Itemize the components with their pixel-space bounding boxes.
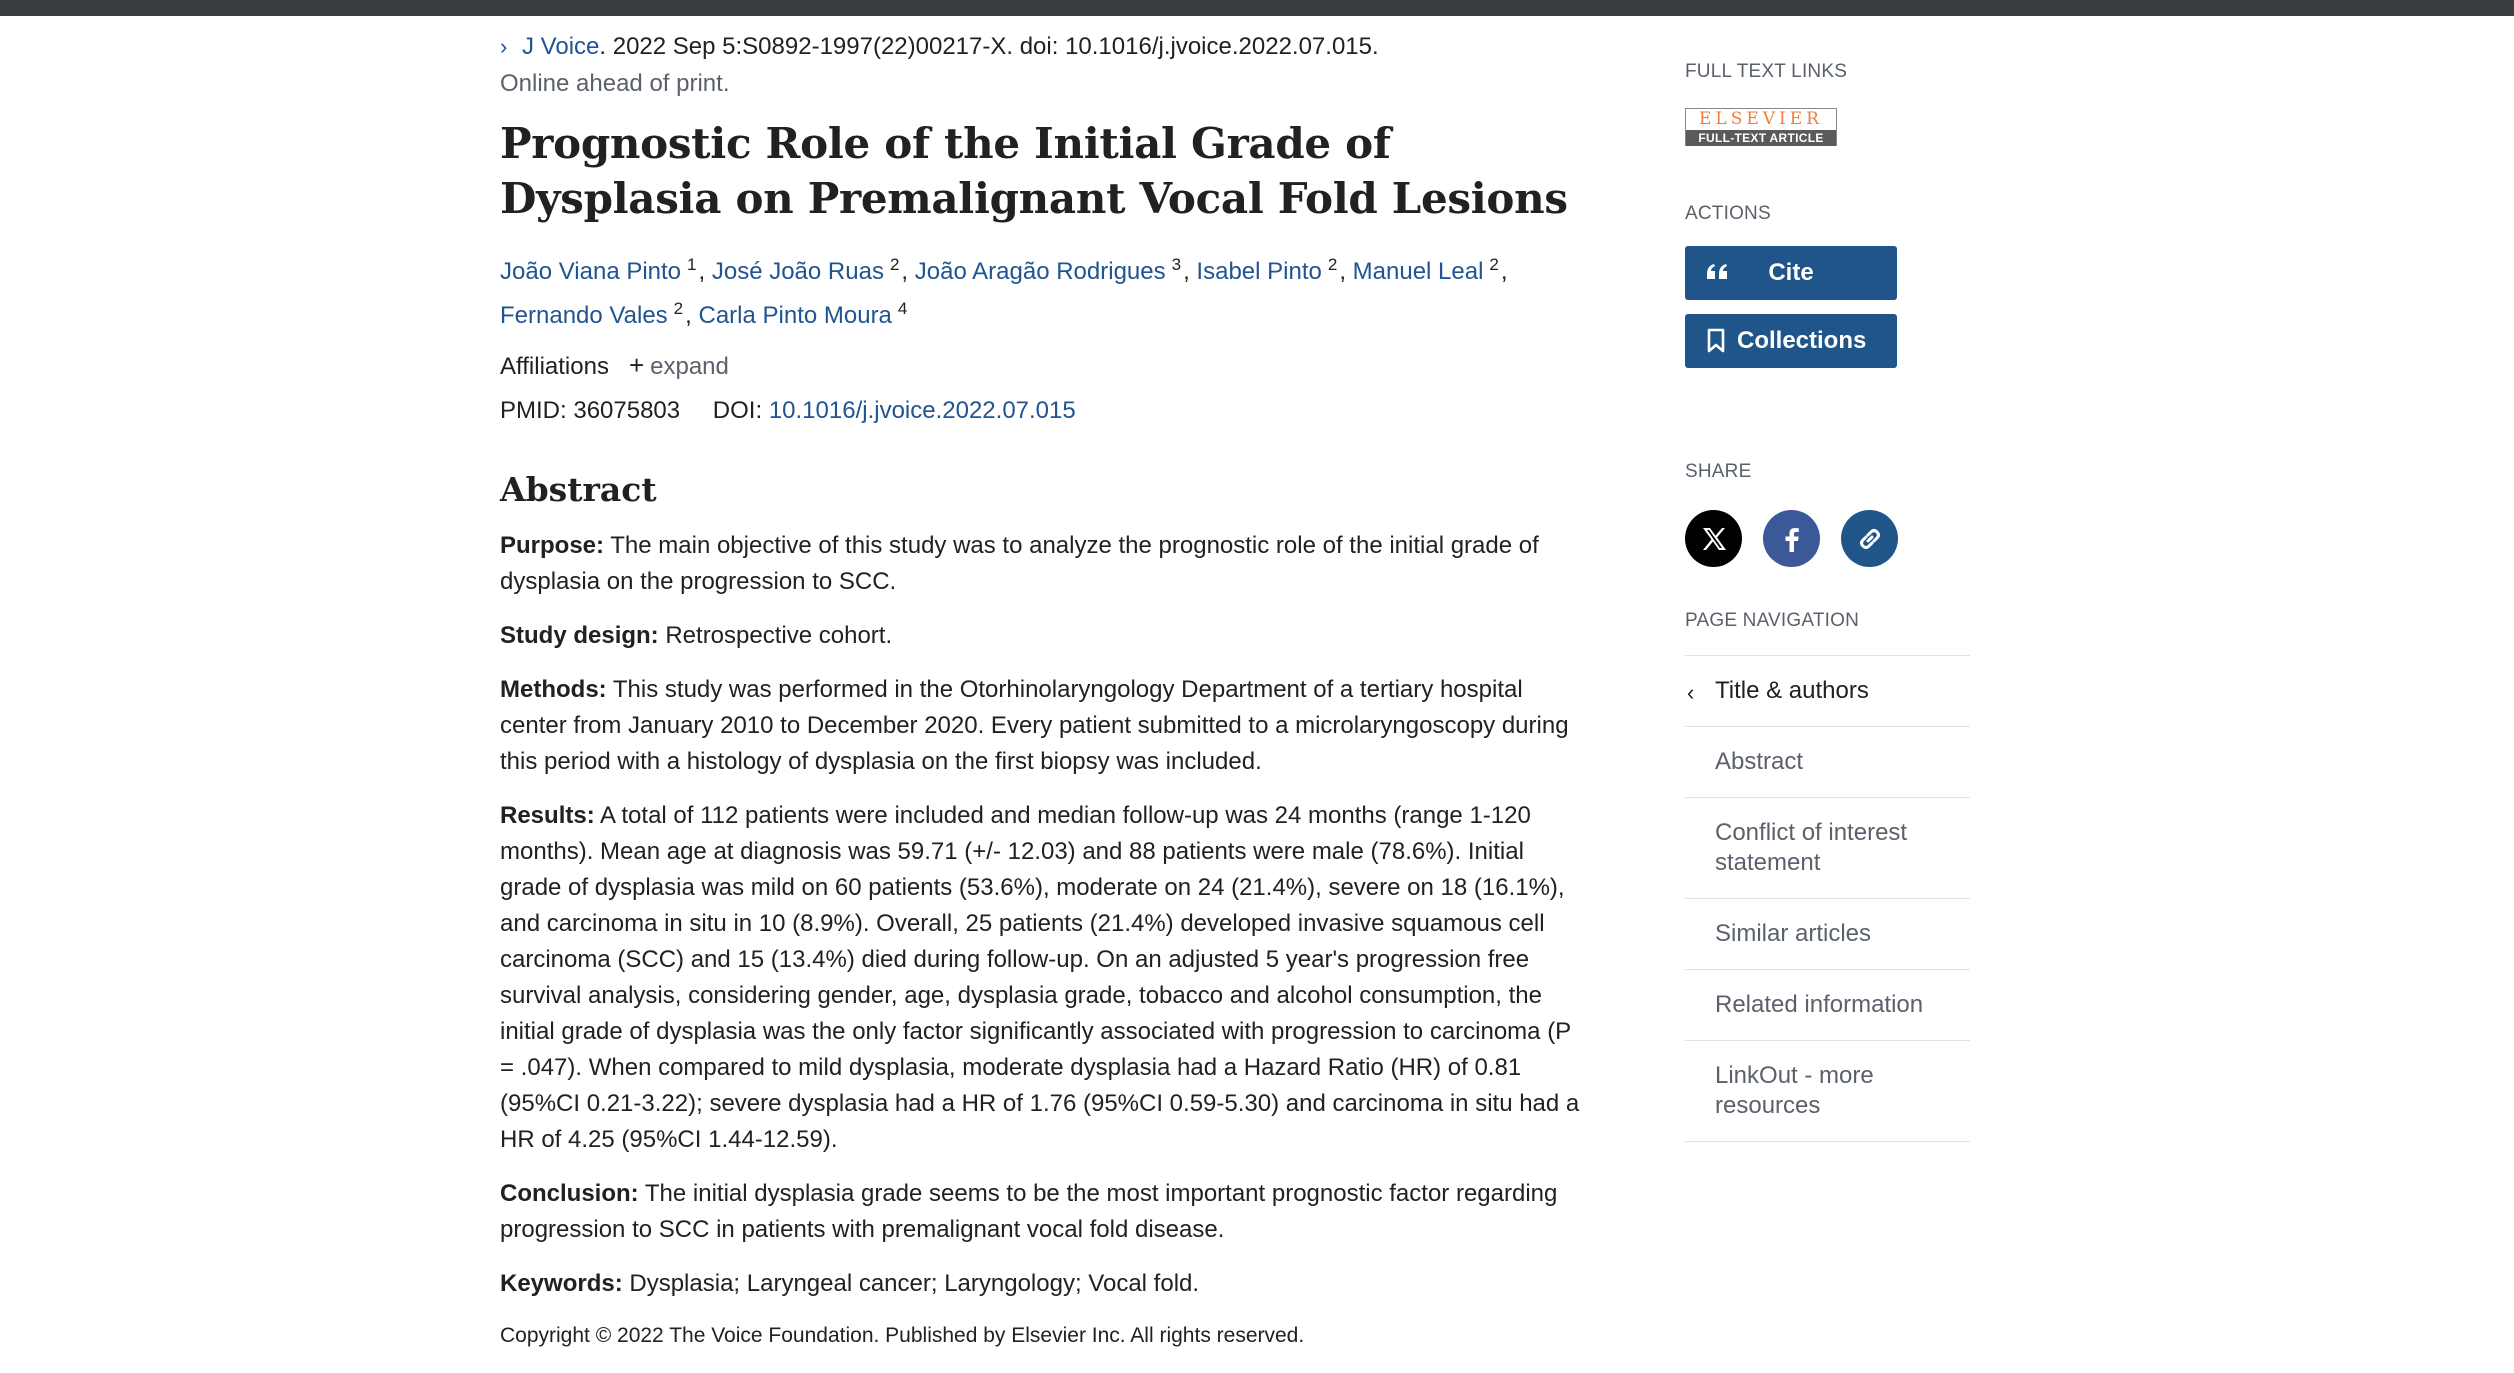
collections-button[interactable] [1685, 314, 1897, 368]
nav-item-linkout[interactable] [1685, 1041, 1970, 1142]
author-list: João Viana Pinto $^1$, José João Ruas $^2$, João Aragão Rodrigues $^3$, Isabel Pinto $^2$, Manuel Leal $^2$, Fernando Vales $^2$, Carla Pinto Moura $^4$ [500, 255, 1508, 329]
cite-label: Cite [1768, 259, 1814, 286]
affiliation-ref[interactable]: 1 [687, 255, 697, 274]
citation-line [500, 28, 1590, 65]
abstract-study-design [500, 618, 1590, 654]
section-label: Conclusion: [500, 1180, 639, 1207]
full-text-links-title: FULL TEXT LINKS [1685, 61, 1848, 82]
abstract-conclusion [500, 1176, 1590, 1248]
doi-link[interactable]: 10.1016/j.jvoice.2022.07.015 [768, 397, 1076, 424]
x-icon[interactable] [1685, 510, 1742, 567]
nav-item-title-authors[interactable] [1685, 656, 1970, 727]
expand-button[interactable]: expand [650, 353, 729, 380]
section-text: The main objective of this study was to analyze the prognostic role of the initial grade of dysplasia on the progression to SCC. [500, 532, 1539, 595]
section-label: Purpose: [500, 532, 605, 559]
article-main [500, 28, 1590, 1352]
section-label: Study design: [500, 622, 659, 649]
identifiers [500, 392, 1590, 430]
author-link[interactable]: João Viana Pinto [500, 258, 682, 285]
nav-item-abstract[interactable] [1685, 727, 1970, 798]
journal-link[interactable]: J Voice [522, 33, 600, 60]
article-title: Prognostic Role of the Initial Grade of Dysplasia on Premalignant Vocal Fold Lesions [500, 119, 1568, 223]
author-link[interactable]: Manuel Leal [1352, 258, 1484, 285]
nav-item-label: Abstract [1715, 748, 1804, 775]
author-link[interactable]: Fernando Vales [500, 302, 668, 329]
affiliation-ref[interactable]: 2 [1327, 255, 1338, 274]
abstract-methods [500, 672, 1590, 780]
nav-item-label: Title & authors [1715, 677, 1869, 704]
section-text: Dysplasia; Laryngeal cancer; Laryngology; Vocal fold. [629, 1270, 1200, 1297]
section-text: A total of 112 patients were included and median follow-up was 24 months (range 1-120 months). Mean age at diagnosis was 59.71 (+/- 12.03) and 88 patients were male (78.6%). Initial grade of dysplasia was mild on 60 patients (53.6%), moderate on 24 (21.4%), severe on 18 (16.1%), and carcinoma in situ in 10 (8.9%). Overall, 25 patients (21.4%) developed invasive squamous cell carcinoma (SCC) and 15 (13.4%) died during follow-up. On an adjusted 5 year's progression free survival analysis, considering gender, age, dysplasia grade, tobacco and alcohol consumption, the initial grade of dysplasia was the only factor significantly associated with progression to carcinoma (P = .047). When compared to mild dysplasia, moderate dysplasia had a Hazard Ratio (HR) of 0.81 (95%CI 0.21-3.22); severe dysplasia had a HR of 1.76 (95%CI 0.59-5.30) and carcinoma in situ had a HR of 4.25 (95%CI 1.44-12.59). [500, 802, 1580, 1153]
nav-item-conflict-of-interest[interactable] [1685, 798, 1970, 899]
affiliation-ref[interactable]: 3 [1171, 255, 1182, 274]
share-buttons [1685, 510, 1970, 567]
nav-item-label: LinkOut - more resources [1715, 1062, 1874, 1119]
abstract-keywords [500, 1266, 1590, 1302]
affiliations-toggle [500, 346, 1590, 386]
author-link[interactable]: Carla Pinto Moura [698, 302, 892, 329]
nav-item-label: Similar articles [1715, 920, 1872, 947]
pmid-value: 36075803 [573, 397, 681, 424]
chevron-right-icon[interactable]: › [500, 34, 508, 59]
author-link[interactable]: João Aragão Rodrigues [914, 258, 1166, 285]
page-navigation [1685, 655, 1970, 1142]
link-icon[interactable] [1841, 510, 1898, 567]
author-link[interactable]: Isabel Pinto [1196, 258, 1322, 285]
facebook-icon[interactable] [1763, 510, 1820, 567]
elsevier-logo-subtext: FULL-TEXT ARTICLE [1686, 130, 1836, 146]
copyright-notice: Copyright © 2022 The Voice Foundation. Published by Elsevier Inc. All rights reserved. [500, 1324, 1305, 1347]
affiliation-ref[interactable]: 2 [889, 255, 900, 274]
section-text: Retrospective cohort. [665, 622, 893, 649]
bookmark-icon [1705, 328, 1727, 361]
author-link[interactable]: José João Ruas [711, 258, 884, 285]
actions-title: ACTIONS [1685, 203, 1771, 224]
section-text: This study was performed in the Otorhinolaryngology Department of a tertiary hospital center from January 2010 to December 2020. Every patient submitted to a microlaryngoscopy during this period with a histology of dysplasia on the first biopsy was included. [500, 676, 1569, 775]
nav-item-related-information[interactable] [1685, 970, 1970, 1041]
plus-icon[interactable]: + [628, 350, 645, 380]
pmid-label: PMID: [500, 397, 567, 424]
nav-item-label: Conflict of interest statement [1715, 819, 1908, 876]
abstract-purpose [500, 528, 1590, 600]
citation-details: . 2022 Sep 5:S0892-1997(22)00217-X. doi: 10.1016/j.jvoice.2022.07.015. [599, 33, 1379, 60]
section-text: The initial dysplasia grade seems to be the most important prognostic factor regarding progression to SCC in patients with premalignant vocal fold disease. [500, 1180, 1558, 1243]
abstract-results [500, 798, 1590, 1158]
section-label: Results: [500, 802, 595, 829]
section-label: Methods: [500, 676, 607, 703]
elsevier-full-text-link[interactable] [1685, 108, 1837, 146]
affiliation-ref[interactable]: 4 [897, 299, 908, 318]
share-title: SHARE [1685, 461, 1752, 482]
abstract-heading: Abstract [500, 470, 657, 509]
page-navigation-title: PAGE NAVIGATION [1685, 610, 1860, 631]
sidebar [1685, 60, 1970, 1142]
section-label: Keywords: [500, 1270, 623, 1297]
collections-label: Collections [1737, 327, 1867, 354]
affiliation-ref[interactable]: 2 [1489, 255, 1499, 274]
cite-button[interactable] [1685, 246, 1897, 300]
nav-item-similar-articles[interactable] [1685, 899, 1970, 970]
browser-top-bar [0, 0, 2514, 16]
elsevier-logo-text: ELSEVIER [1686, 109, 1836, 130]
affiliation-ref[interactable]: 2 [673, 299, 684, 318]
publication-status: Online ahead of print. [500, 70, 730, 97]
chevron-left-icon: ‹ [1687, 680, 1695, 705]
affiliations-label: Affiliations [500, 353, 609, 380]
nav-item-label: Related information [1715, 991, 1924, 1018]
doi-label: DOI: [712, 397, 763, 424]
